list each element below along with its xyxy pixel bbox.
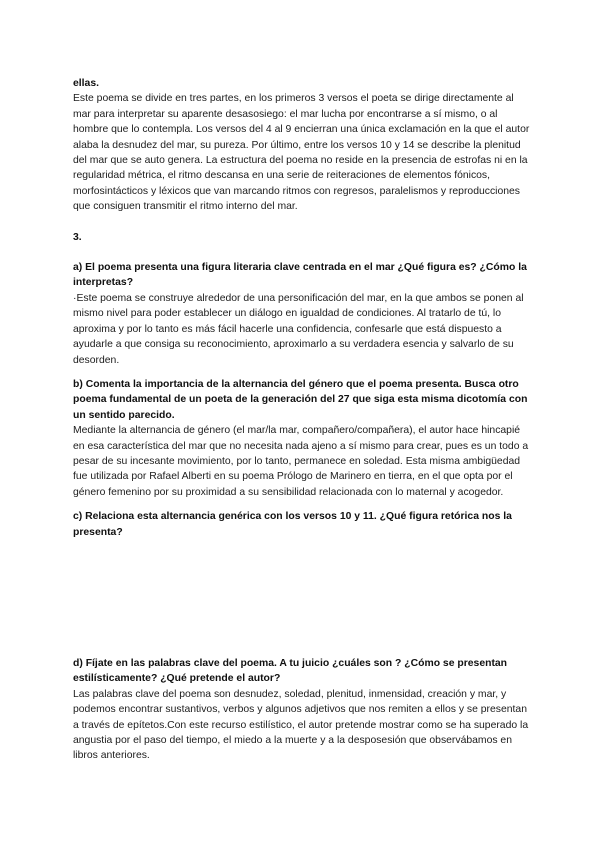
question-c: c) Relaciona esta alternancia genérica con los versos 10 y 11. ¿Qué figura retórica nos la presenta?: [73, 511, 512, 538]
document-page: [73, 76, 533, 764]
question-b: b) Comenta la importancia de la alternancia del género que el poema presenta. Busca otro poema fundamental de un poeta de la generación del 27 que siga esta misma dicotomía con un sentido parecido.: [73, 378, 528, 421]
section-number: 3.: [73, 231, 82, 243]
intro-heading: ellas.: [73, 78, 99, 89]
answer-b: Mediante la alternancia de género (el mar/la mar, compañero/compañera), el autor hace hincapié en esa característica del mar que no necesita nada ajeno a sí mismo para crear, pues es un todo a pesar de su incesante movimiento, por lo tanto, permanece en soledad. Esta misma ambigüedad fue utilizada por Rafael Alberti en su poema Prólogo de Marinero en tierra, en el que opta por el género femenino por su proximidad a su sensibilidad relacionada con lo maternal y acogedor.: [73, 425, 529, 498]
answer-d: Las palabras clave del poema son desnudez, soledad, plenitud, inmensidad, creación y mar, y podemos encontrar sustantivos, verbos y algunos adjetivos que nos remiten a ellos y se presentan a través de epítetos.Con este recurso estilístico, el autor pretende mostrar como se ha superado la angustia por el paso del tiempo, el miedo a la muerte y a la desposesión que observábamos en libros anteriores.: [73, 688, 529, 762]
question-d: d) Fíjate en las palabras clave del poema. A tu juicio ¿cuáles son ? ¿Cómo se presentan estilísticamente? ¿Qué pretende el autor?: [73, 657, 508, 685]
intro-paragraph: Este poema se divide en tres partes, en los primeros 3 versos el poeta se dirige directamente al mar para interpretar su aparente desasosiego: el mar lucha por encontrarse a sí mismo, o al hombre que lo contempla. Los versos del 4 al 9 encierran una única exclamación en la que el autor alaba la desnudez del mar, su pureza. Por último, entre los versos 10 y 14 se describe la plenitud del mar que se auto genera. La estructura del poema no reside en la presencia de estrofas ni en la regularidad métrica, el ritmo descansa en una serie de reiteraciones de elementos fónicos, morfosintácticos y léxicos que van marcando ritmos con regresos, paralelismos y reproducciones que consiguen transmitir el ritmo interno del mar.: [73, 93, 530, 213]
answer-a: ·Este poema se construye alrededor de una personificación del mar, en la que ambos se ponen al mismo nivel para poder establecer un diálogo en igualdad de condiciones. Al tratarlo de tú, lo aproxima y por lo tanto es más fácil hacerle una confidencia, confesarle que está dispuesto a ayudarle a que consiga su reconocimiento, aproximarlo a su verdadera esencia y salvarlo de su desorden.: [73, 292, 524, 366]
question-a: a) El poema presenta una figura literaria clave centrada en el mar ¿Qué figura es? ¿Cómo la interpretas?: [73, 262, 527, 289]
